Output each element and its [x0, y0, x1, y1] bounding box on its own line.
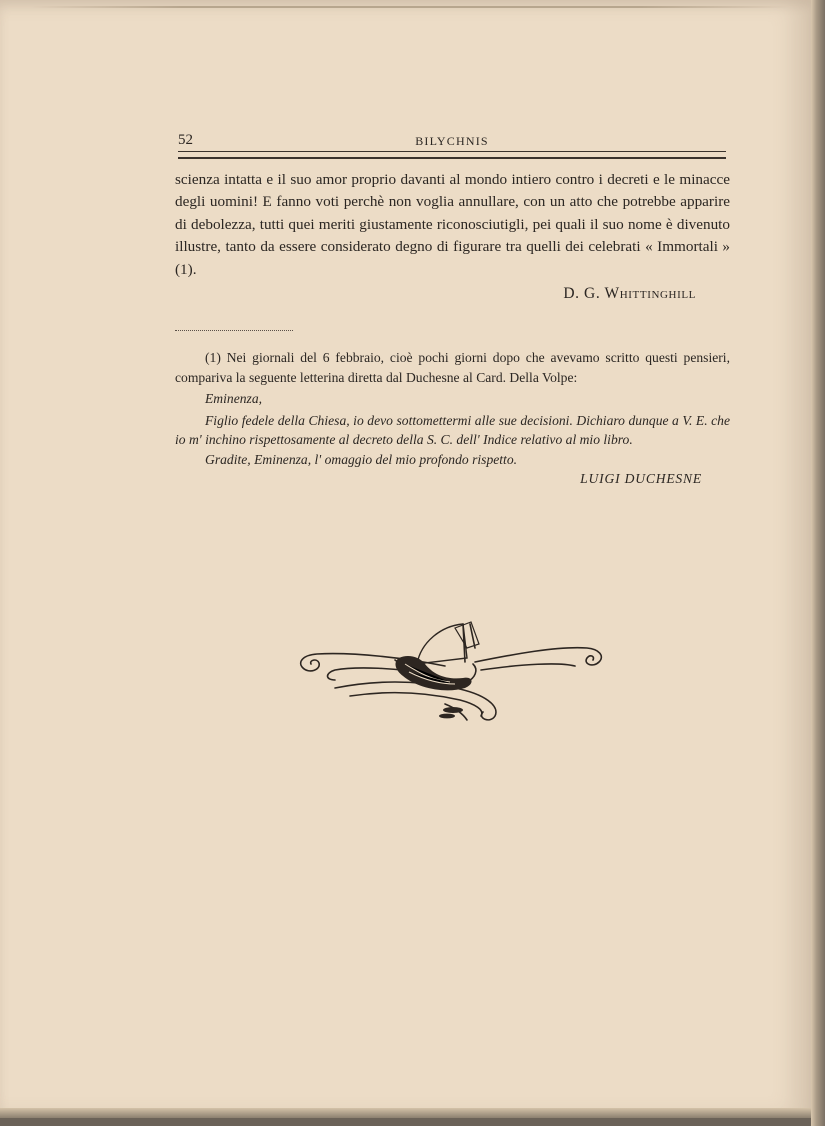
letter-body: Figlio fedele della Chiesa, io devo sottomettermi alle sue decisioni. Dichiaro dunque a V. E. che io m' inchino rispettosamente al decreto della S. C. dell' Indice relativo al mio libro.	[175, 412, 730, 447]
top-page-edge-line	[30, 6, 790, 8]
book-fore-edge	[811, 0, 825, 1126]
footnote	[175, 348, 730, 489]
page-number: 52	[178, 132, 193, 148]
signature-initials: D. G. W	[563, 285, 620, 302]
letter-signature: LUIGI DUCHESNE	[580, 471, 702, 486]
running-head: BILYCHNIS	[415, 134, 489, 148]
letter-salutation: Eminenza,	[205, 391, 263, 406]
author-signature	[420, 285, 696, 303]
sailing-ship-on-waves-icon	[295, 618, 607, 728]
letter-closing: Gradite, Eminenza, l' omaggio del mio profondo rispetto.	[205, 451, 518, 467]
footnote-text: (1) Nei giornali del 6 febbraio, cioè pochi giorni dopo che avevamo scritto questi pensieri, compariva la seguente letterina diretta dal Duchesne al Card. Della Volpe:	[175, 350, 730, 385]
footnote-separator	[175, 330, 293, 331]
page-header	[178, 132, 726, 152]
signature-surname: hittinghill	[619, 285, 696, 302]
header-rule	[178, 151, 726, 159]
page-bottom-edge	[0, 1108, 812, 1118]
body-paragraph: scienza intatta e il suo amor proprio davanti al mondo intiero contro i decreti e le minacce degli uomini! E fanno voti perchè non voglia annullare, con un atto che potrebbe apparire di debolezza, tutti quei meriti giustamente riconosciutigli, pei quali il suo nome è divenuto illustre, tanto da essere considerato degno di figurare tra quelli dei celebrati « Immortali » (1).	[175, 171, 730, 278]
